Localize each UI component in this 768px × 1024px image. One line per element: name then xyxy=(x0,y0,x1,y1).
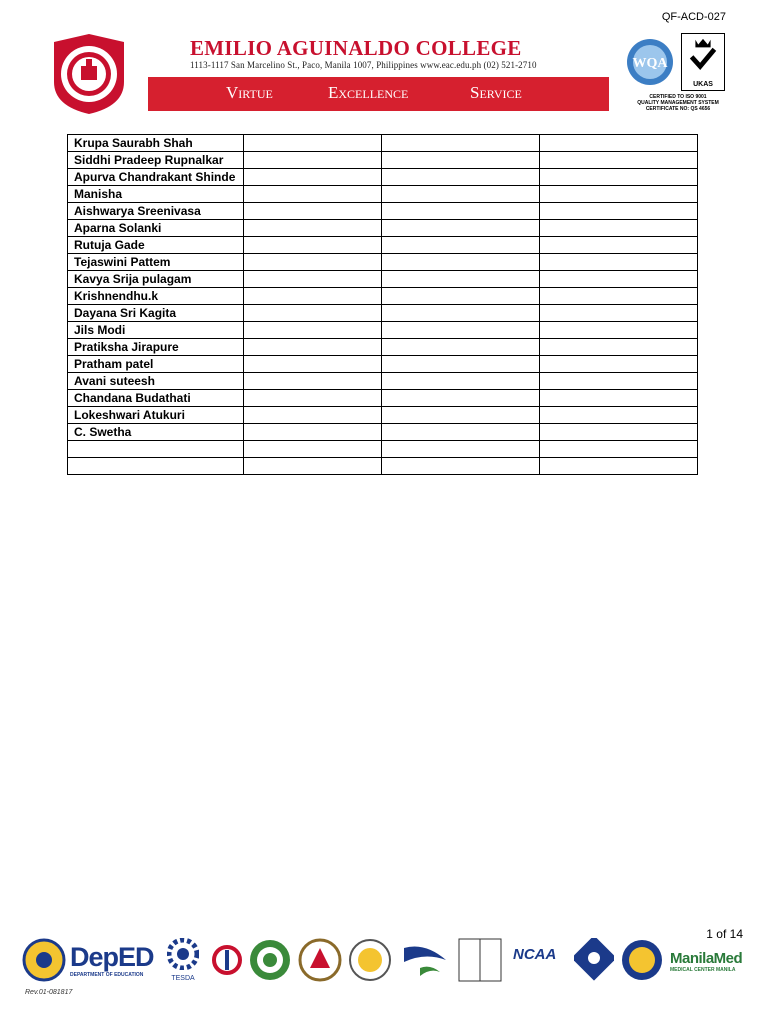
roster-row xyxy=(68,271,698,288)
roster-row xyxy=(68,288,698,305)
empty-cell xyxy=(244,237,382,254)
empty-cell xyxy=(540,169,698,186)
roster-table xyxy=(67,134,698,475)
motto-virtue: Virtue xyxy=(226,83,273,102)
wave-logo-icon xyxy=(400,938,450,982)
empty-cell xyxy=(382,458,540,475)
empty-cell xyxy=(244,373,382,390)
revision-code: Rev.01-081817 xyxy=(25,989,73,996)
tesda-logo xyxy=(167,938,199,986)
student-name-cell: Jils Modi xyxy=(68,322,244,339)
empty-cell xyxy=(540,186,698,203)
student-name-cell: Siddhi Pradeep Rupnalkar xyxy=(68,152,244,169)
empty-cell xyxy=(244,271,382,288)
tesda-label: TESDA xyxy=(171,975,195,982)
empty-cell xyxy=(540,322,698,339)
accreditation-seal-icon xyxy=(298,938,342,982)
roster-row xyxy=(68,356,698,373)
empty-cell xyxy=(382,169,540,186)
certification-text xyxy=(630,94,726,112)
empty-cell xyxy=(540,203,698,220)
empty-cell xyxy=(244,356,382,373)
college-seal-icon xyxy=(50,32,128,116)
empty-cell xyxy=(382,373,540,390)
form-code: QF-ACD-027 xyxy=(661,11,726,23)
page-number: 1 of 14 xyxy=(706,927,743,941)
empty-cell xyxy=(540,271,698,288)
empty-cell xyxy=(244,424,382,441)
empty-cell xyxy=(244,254,382,271)
ncaa-logo xyxy=(513,946,561,976)
empty-cell xyxy=(540,424,698,441)
roster-row xyxy=(68,186,698,203)
deped-logo xyxy=(70,942,160,982)
student-name-cell: C. Swetha xyxy=(68,424,244,441)
student-name-cell: Pratham patel xyxy=(68,356,244,373)
empty-cell xyxy=(540,441,698,458)
empty-cell xyxy=(382,152,540,169)
empty-cell xyxy=(540,135,698,152)
empty-cell xyxy=(244,441,382,458)
empty-cell xyxy=(382,339,540,356)
roster-row xyxy=(68,305,698,322)
empty-cell xyxy=(382,322,540,339)
roster-row xyxy=(68,220,698,237)
student-name-cell: Aparna Solanki xyxy=(68,220,244,237)
empty-cell xyxy=(382,441,540,458)
roster-row xyxy=(68,373,698,390)
empty-cell xyxy=(382,288,540,305)
student-name-cell: Pratiksha Jirapure xyxy=(68,339,244,356)
empty-cell xyxy=(244,339,382,356)
roster-row xyxy=(68,458,698,475)
empty-cell xyxy=(244,322,382,339)
empty-cell xyxy=(540,458,698,475)
empty-cell xyxy=(382,254,540,271)
deped-subtitle: DEPARTMENT OF EDUCATION xyxy=(70,972,144,978)
cert-line-1: CERTIFIED TO ISO 9001 xyxy=(649,94,707,100)
motto-service: Service xyxy=(470,83,522,102)
student-name-cell: Dayana Sri Kagita xyxy=(68,305,244,322)
empty-cell xyxy=(540,305,698,322)
roster-row xyxy=(68,322,698,339)
student-name-cell: Avani suteesh xyxy=(68,373,244,390)
student-name-cell: Lokeshwari Atukuri xyxy=(68,407,244,424)
student-name-cell: Chandana Budathati xyxy=(68,390,244,407)
roster-row xyxy=(68,339,698,356)
roster-row xyxy=(68,441,698,458)
wqa-text: WQA xyxy=(632,56,668,71)
empty-cell xyxy=(382,356,540,373)
footer-logos xyxy=(22,938,746,988)
empty-cell xyxy=(244,288,382,305)
college-address: 1113-1117 San Marcelino St., Paco, Manila 1007, Philippines www.eac.edu.ph (02) 521-2710 xyxy=(190,60,537,70)
empty-cell xyxy=(540,339,698,356)
blue-seal-icon xyxy=(620,938,664,982)
cert-line-2: QUALITY MANAGEMENT SYSTEM xyxy=(637,100,719,106)
wqa-logo-icon xyxy=(625,37,675,87)
roster-row xyxy=(68,237,698,254)
empty-cell xyxy=(244,203,382,220)
empty-cell xyxy=(244,169,382,186)
student-name-cell: Krishnendhu.k xyxy=(68,288,244,305)
roster-row xyxy=(68,390,698,407)
ukas-logo xyxy=(681,33,725,91)
empty-cell xyxy=(382,424,540,441)
empty-cell xyxy=(244,407,382,424)
roster-row xyxy=(68,407,698,424)
empty-cell xyxy=(540,220,698,237)
fj-logo-icon xyxy=(212,938,242,982)
empty-cell xyxy=(540,254,698,271)
empty-cell xyxy=(382,237,540,254)
motto-excellence: Excellence xyxy=(328,83,409,102)
roster-row xyxy=(68,152,698,169)
empty-cell xyxy=(382,186,540,203)
roster-row xyxy=(68,135,698,152)
gold-seal-icon xyxy=(348,938,392,982)
empty-cell xyxy=(540,237,698,254)
deped-wordmark: DepED xyxy=(70,942,154,972)
ncaa-wordmark: NCAA xyxy=(513,946,557,963)
tech-logo-icon xyxy=(574,938,614,982)
tesda-gear-icon xyxy=(167,938,199,970)
motto-bar xyxy=(148,77,609,111)
empty-cell xyxy=(540,356,698,373)
empty-cell xyxy=(382,203,540,220)
empty-cell xyxy=(382,305,540,322)
empty-cell xyxy=(540,373,698,390)
student-name-cell: Aishwarya Sreenivasa xyxy=(68,203,244,220)
student-name-cell: Krupa Saurabh Shah xyxy=(68,135,244,152)
empty-cell xyxy=(382,220,540,237)
empty-cell xyxy=(540,390,698,407)
student-name-cell xyxy=(68,441,244,458)
roster-row xyxy=(68,424,698,441)
empty-cell xyxy=(382,135,540,152)
empty-cell xyxy=(244,152,382,169)
student-name-cell: Rutuja Gade xyxy=(68,237,244,254)
cert-line-3: CERTIFICATE NO: QS 4656 xyxy=(645,106,711,112)
empty-cell xyxy=(244,390,382,407)
student-name-cell xyxy=(68,458,244,475)
asa-ihl-logo-icon xyxy=(458,938,502,982)
empty-cell xyxy=(382,390,540,407)
student-name-cell: Tejaswini Pattem xyxy=(68,254,244,271)
college-name: EMILIO AGUINALDO COLLEGE xyxy=(190,36,522,60)
manilamed-logo xyxy=(670,950,750,980)
empty-cell xyxy=(244,305,382,322)
empty-cell xyxy=(382,271,540,288)
empty-cell xyxy=(244,220,382,237)
manilamed-wordmark: ManilaMed xyxy=(670,950,743,967)
philippines-seal-icon xyxy=(22,938,66,982)
green-seal-icon xyxy=(248,938,292,982)
roster-row xyxy=(68,203,698,220)
student-name-cell: Apurva Chandrakant Shinde xyxy=(68,169,244,186)
roster-row xyxy=(68,254,698,271)
empty-cell xyxy=(244,458,382,475)
empty-cell xyxy=(540,407,698,424)
student-name-cell: Kavya Srija pulagam xyxy=(68,271,244,288)
student-name-cell: Manisha xyxy=(68,186,244,203)
empty-cell xyxy=(244,186,382,203)
empty-cell xyxy=(382,407,540,424)
manilamed-subtitle: MEDICAL CENTER MANILA xyxy=(670,967,736,973)
ukas-label: UKAS xyxy=(693,81,713,88)
roster-row xyxy=(68,169,698,186)
empty-cell xyxy=(540,288,698,305)
empty-cell xyxy=(540,152,698,169)
crown-tick-icon xyxy=(682,36,724,74)
empty-cell xyxy=(244,135,382,152)
